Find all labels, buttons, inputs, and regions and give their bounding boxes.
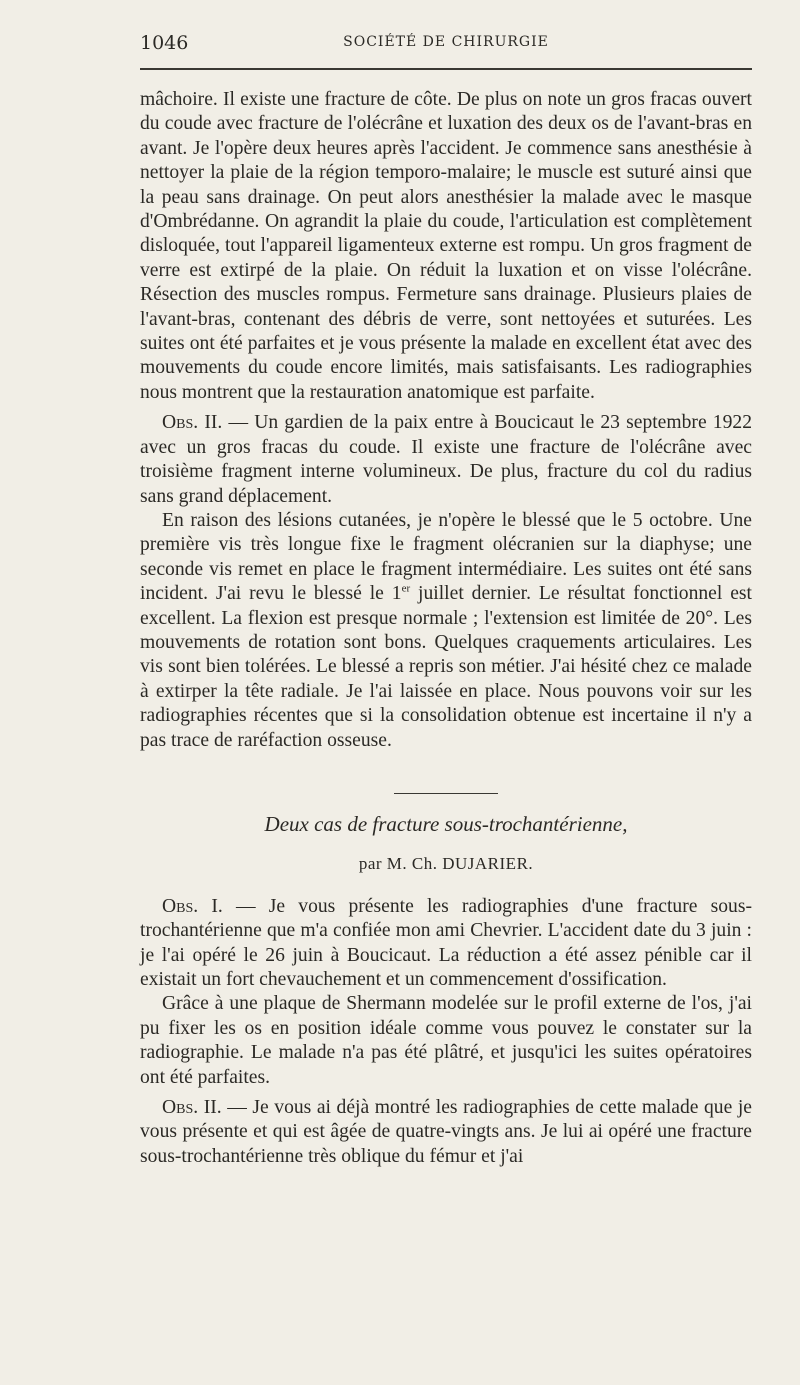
obs-label: Obs. II. [162, 412, 223, 434]
page-header [140, 32, 752, 54]
obs-text: — Je vous ai déjà montré les radiographies de cette malade que je vous présente et qui est âgée de quatre-vingts ans. Je lui ai opéré une fracture sous-trochantérienne très oblique du fémur et j'ai [140, 1097, 752, 1167]
running-head: SOCIÉTÉ DE CHIRURGIE [343, 34, 549, 50]
superscript: er [401, 582, 411, 595]
paragraph-text: En raison des lésions cutanées, je n'opère le blessé que le 5 octobre. Une première vis très longue fixe le fragment olécranien sur la diaphyse; une seconde vis remet en place le fragment intermédiaire. Les suites ont été sans incident. J'ai revu le blessé le [140, 509, 752, 605]
body-text [140, 88, 752, 1169]
article-title: Deux cas de fracture sous-trochantérienne, [264, 811, 628, 836]
paragraph-text-rest: juillet dernier. Le résultat fonctionnel est excellent. La flexion est presque normale ; l'extension est limitée de 20°. Les mouvements de rotation sont bons. Quelques craquements articulaires. Les vis sont bien tolérées. Le blessé a repris son métier. J'ai hésité chez ce malade à extirper la tête radiale. Je l'ai laissée en place. Nous pouvons voir sur les radiographies récentes que si la consolidation obtenue est incertaine il n'y a pas trace de raréfaction osseuse. [140, 583, 752, 751]
header-rule [140, 68, 752, 70]
obs-label: Obs. II. [162, 1097, 222, 1119]
obs-text: — Un gardien de la paix entre à Boucicaut le 23 septembre 1922 avec un gros fracas du coude. Il existe une fracture de l'olécrâne avec troisième fragment interne volumineux. De plus, fracture du col du radius sans grand déplacement. [140, 412, 752, 507]
article-author: par M. Ch. DUJARIER. [358, 854, 534, 874]
date-day: 1 [391, 583, 402, 605]
paragraph-continuation: mâchoire. Il existe une fracture de côte. De plus on note un gros fracas ouvert du coude avec fracture de l'olécrâne et luxation des deux os de l'avant-bras en avant. Je l'opère deux heures après l'accident. Je commence sans anesthésie à nettoyer la plaie de la région temporo-malaire; le muscle est suturé ainsi que la peau sans drainage. On peut alors anesthésier la malade avec le masque d'Ombrédanne. On agrandit la plaie du coude, l'articulation est complètement disloquée, tout l'appareil ligamenteux externe est rompu. Un gros fragment de verre est extirpé de la plaie. On réduit la luxation et on visse l'olécrâne. Résection des muscles rompus. Fermeture sans drainage. Plusieurs plaies de l'avant-bras, contenant des débris de verre, sont nettoyées et suturées. Les suites ont été parfaites et je vous présente la malade en excellent état avec des mouvements du coude encore limités, mais satisfaisants. Les radiographies nous montrent que la restauration anatomique est parfaite. [140, 89, 752, 403]
paragraph-obs-2b [140, 1096, 752, 1169]
obs-label: Obs. I. [162, 895, 223, 917]
paragraph-surgery [140, 509, 752, 753]
obs-text: — Je vous présente les radiographies d'une fracture sous-trochantérienne que m'a confiée mon ami Chevrier. L'accident date du 3 juin : je l'ai opéré le 26 juin à Boucicaut. La réduction a été assez pénible car il existait un fort chevauchement et un commencement d'ossification. [140, 895, 753, 990]
page-number: 1046 [140, 32, 189, 54]
section-separator [394, 793, 498, 794]
paragraph-plate: Grâce à une plaque de Shermann modelée sur le profil externe de l'os, j'ai pu fixer les os en position idéale comme vous pouvez le constater sur la radiographie. Le malade n'a pas été plâtré, et jusqu'ici les suites opératoires ont été parfaites. [140, 993, 752, 1088]
paragraph-obs-2 [140, 411, 752, 509]
paragraph-obs-1 [140, 895, 752, 993]
